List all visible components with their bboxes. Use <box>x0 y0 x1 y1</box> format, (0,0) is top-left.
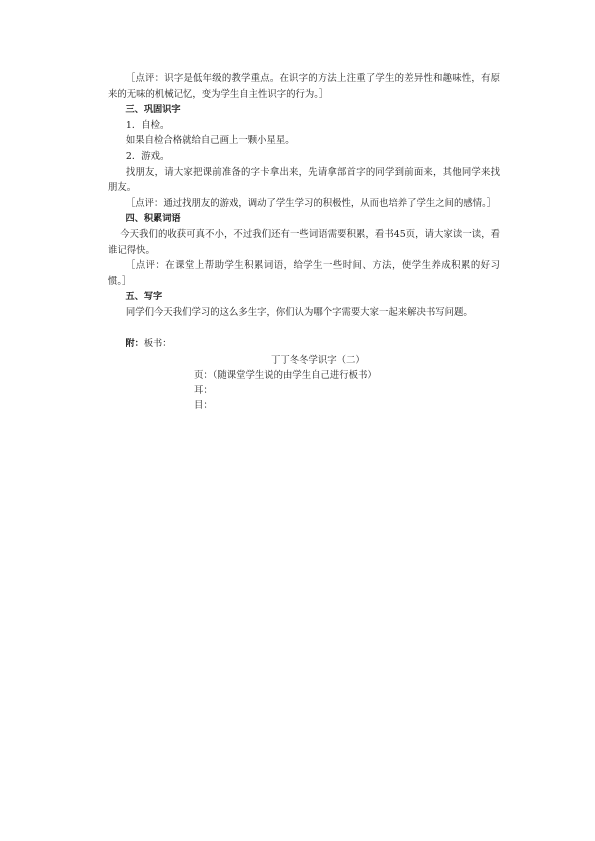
board-title: 丁丁冬冬学识字（二） <box>271 355 365 367</box>
list-item-2: 2．游戏。 <box>125 150 170 162</box>
paragraph-writing: 同学们今天我们学习的这么多生字，你们认为哪个字需要大家一起来解决书写问题。 <box>125 306 473 318</box>
comment-paragraph-3: ［点评：在课堂上帮助学生积累词语，给学生一些时间、方法，使学生养成积累的好习惯。］ <box>108 260 500 287</box>
list-item-1: 1．自检。 <box>125 119 170 131</box>
paragraph-vocabulary: 今天我们的收获可真不小，不过我们还有一些词语需要积累，看书45页，请大家读一读，看谁记得快。 <box>108 228 500 256</box>
appendix-label <box>108 336 500 352</box>
board-line-3: 目： <box>194 400 213 412</box>
list-item-2-text: 找朋友，请大家把课前准备的字卡拿出来，先请拿部首字的同学到前面来，其他同学来找朋友。 <box>108 166 500 194</box>
appendix-label-rest: 板书： <box>143 337 172 349</box>
list-item-1-text: 如果自检合格就给自己画上一颗小星星。 <box>125 135 295 147</box>
appendix-label-bold: 附： <box>125 337 144 349</box>
comment-paragraph-2: ［点评：通过找朋友的游戏，调动了学生学习的积极性，从而也培养了学生之间的感情。］ <box>125 197 497 209</box>
vertical-spacer <box>108 321 500 336</box>
section-heading-3: 三、巩固识字 <box>125 104 181 116</box>
board-line-2: 耳： <box>194 385 213 397</box>
comment-paragraph-1: ［点评：识字是低年级的教学重点。在识字的方法上注重了学生的差异性和趣味性，有原来的无味的机械记忆，变为学生自主性识字的行为。］ <box>108 73 500 100</box>
section-heading-4: 四、积累词语 <box>125 213 181 225</box>
board-line-1: 页：（随课堂学生说的由学生自己进行板书） <box>194 370 377 382</box>
document-body <box>108 71 500 413</box>
blackboard-layout <box>108 353 500 413</box>
section-heading-5: 五、写字 <box>125 291 163 303</box>
